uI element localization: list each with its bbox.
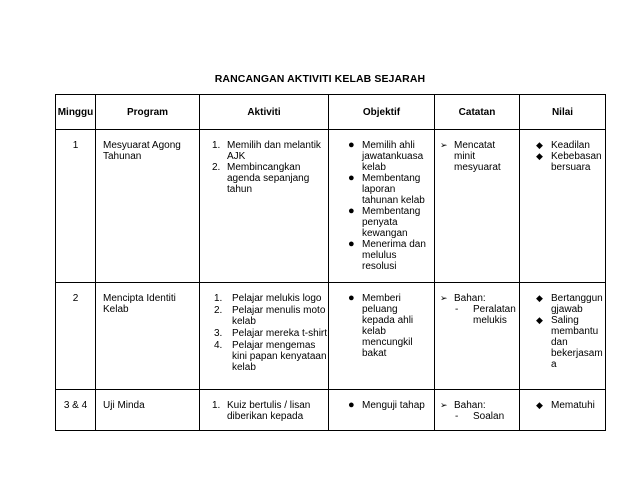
bullet-icon: ● [348, 399, 355, 411]
sub-item: - Soalan [455, 411, 505, 422]
activity-list [200, 293, 328, 373]
table-row [56, 283, 606, 390]
list-item: 1. Pelajar melukis logo [214, 293, 322, 304]
program-cell: Uji Minda [103, 400, 145, 411]
objective-list [329, 140, 434, 272]
list-item: 1. Kuiz bertulis / lisan diberikan kepada [212, 400, 311, 422]
list-item: ◆ Keadilan [536, 140, 590, 151]
week-cell: 2 [72, 293, 79, 304]
objective-list [329, 400, 434, 411]
list-item: 2. Membincangkan agenda sepanjang tahun [212, 162, 310, 195]
list-item: ● Membentang penyata kewangan [348, 205, 421, 239]
table-row [56, 390, 606, 431]
header-week: Minggu [56, 95, 96, 130]
list-item: ◆ Saling membantu dan bekerjasam a [536, 315, 603, 370]
list-item: ◆ Kebebasan bersuara [536, 151, 602, 173]
notes-list [435, 400, 519, 422]
list-item: ◆ Bertanggun gjawab [536, 293, 603, 315]
activity-list [200, 140, 328, 195]
objective-list [329, 293, 434, 359]
list-item: ● Memilih ahli jawatankuasa kelab [348, 139, 424, 173]
notes-list [435, 293, 519, 326]
list-item: ● Membentang laporan tahunan kelab [348, 172, 425, 206]
activity-list [200, 400, 328, 422]
values-list [520, 293, 605, 370]
values-list [520, 140, 605, 173]
list-item: ● Memberi peluang kepada ahli kelab mencungkil bakat [348, 292, 414, 359]
arrow-bullet-icon: ➢ [440, 400, 448, 410]
list-item: ➢ Bahan: - Soalan [435, 400, 519, 422]
activity-plan-table [55, 94, 606, 431]
list-item: ➢ Mencatat minit mesyuarat [440, 140, 501, 173]
diamond-bullet-icon: ◆ [536, 315, 543, 325]
week-cell: 3 & 4 [63, 400, 88, 411]
list-item: 4. Pelajar mengemas kini papan kenyataan kelab [214, 340, 327, 373]
bullet-icon: ● [348, 172, 355, 184]
list-item: ◆ Mematuhi [536, 400, 595, 411]
list-item: ● Menerima dan melulus resolusi [348, 238, 426, 272]
header-values: Nilai [520, 95, 606, 130]
diamond-bullet-icon: ◆ [536, 400, 543, 410]
values-list [520, 400, 605, 411]
program-cell: Mencipta Identiti Kelab [103, 293, 176, 315]
list-item: 3. Pelajar mereka t-shirt [214, 328, 328, 339]
arrow-bullet-icon: ➢ [440, 293, 448, 303]
list-item: ➢ Bahan: - Peralatan melukis [435, 293, 519, 326]
bullet-icon: ● [348, 139, 355, 151]
bullet-icon: ● [348, 205, 355, 217]
header-program: Program [96, 95, 200, 130]
bullet-icon: ● [348, 238, 355, 250]
program-cell: Mesyuarat Agong Tahunan [103, 140, 181, 162]
table-row [56, 130, 606, 283]
header-activity: Aktiviti [200, 95, 329, 130]
diamond-bullet-icon: ◆ [536, 151, 543, 161]
notes-list [435, 140, 519, 173]
header-objective: Objektif [329, 95, 435, 130]
sub-item: - Peralatan melukis [455, 304, 516, 326]
header-notes: Catatan [435, 95, 520, 130]
diamond-bullet-icon: ◆ [536, 293, 543, 303]
list-item: 2. Pelajar menulis moto kelab [214, 305, 326, 327]
document-title: RANCANGAN AKTIVITI KELAB SEJARAH [214, 73, 426, 85]
week-cell: 1 [72, 140, 79, 151]
arrow-bullet-icon: ➢ [440, 140, 448, 150]
list-item: 1. Memilih dan melantik AJK [212, 140, 321, 162]
diamond-bullet-icon: ◆ [536, 140, 543, 150]
table-header-row [56, 95, 606, 130]
list-item: ● Menguji tahap [348, 399, 425, 411]
bullet-icon: ● [348, 292, 355, 304]
